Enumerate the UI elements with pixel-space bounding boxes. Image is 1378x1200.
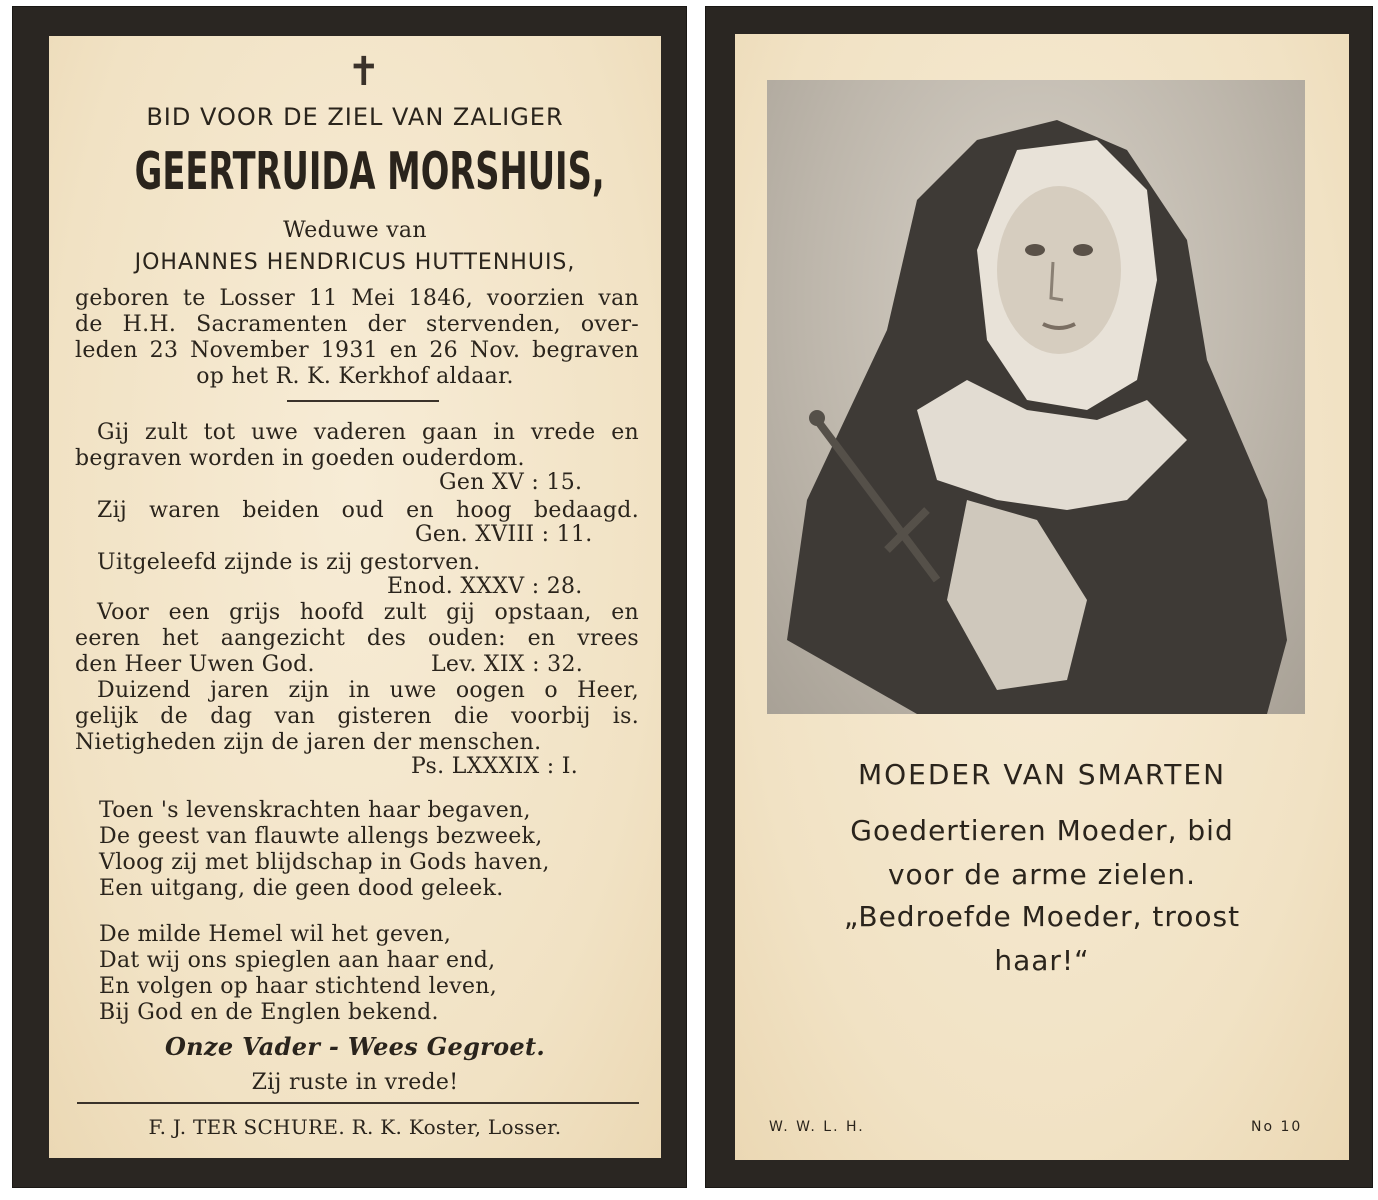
- bio-line: de H.H. Sacramenten der stervenden, over-: [75, 312, 639, 337]
- prayer-line: voor de arme zielen.: [887, 858, 1197, 891]
- verse-line: Nietigheden zijn de jaren der menschen.: [75, 730, 542, 755]
- verse-line: Uitgeleefd zijnde is zij gestorven.: [97, 550, 481, 575]
- bio-line: geboren te Losser 11 Mei 1846, voorzien van: [75, 286, 639, 311]
- verse-line: Gij zult tot uwe vaderen gaan in vrede en: [97, 420, 639, 445]
- verse-ref: Gen XV : 15.: [439, 470, 583, 495]
- header-text: BID VOOR DE ZIEL VAN ZALIGER: [146, 103, 564, 131]
- mater-dolorosa-image: [767, 80, 1305, 714]
- poem-line: Vloog zij met blijdschap in Gods haven,: [99, 850, 550, 875]
- husband-name: JOHANNES HENDRICUS HUTTENHUIS,: [134, 250, 576, 275]
- verse-line: gelijk de dag van gisteren die voorbij is.: [75, 704, 639, 729]
- poem-line: En volgen op haar stichtend leven,: [99, 974, 498, 999]
- verse-line: eeren het aangezicht des ouden: en vrees: [75, 626, 639, 651]
- verse-line: Voor een grijs hoofd zult gij opstaan, en: [97, 600, 639, 625]
- bio-line: op het R. K. Kerkhof aldaar.: [196, 364, 514, 389]
- verse-line: Zij waren beiden oud en hoog bedaagd.: [97, 498, 639, 523]
- verse-ref: Gen. XVIII : 11.: [415, 522, 593, 547]
- publisher-mark: W. W. L. H.: [769, 1119, 865, 1135]
- poem-line: Toen 's levenskrachten haar begaven,: [99, 798, 531, 823]
- prayer-line: „Bedroefde Moeder, troost: [843, 900, 1241, 933]
- cross-icon: ✝: [347, 49, 381, 95]
- prayer-text: Onze Vader - Wees Gegroet.: [164, 1032, 546, 1061]
- card-paper: [49, 36, 661, 1158]
- poem-line: Bij God en de Englen bekend.: [99, 1000, 439, 1025]
- memorial-card-left: [12, 6, 687, 1188]
- poem-line: Dat wij ons spieglen aan haar end,: [99, 948, 496, 973]
- widow-of-text: Weduwe van: [283, 218, 427, 243]
- poem-line: De milde Hemel wil het geven,: [99, 922, 452, 947]
- poem-line: De geest van flauwte allengs bezweek,: [99, 824, 543, 849]
- card-paper: [735, 34, 1349, 1160]
- prayer-line: Goedertieren Moeder, bid: [850, 814, 1234, 847]
- footer-divider: [77, 1102, 639, 1104]
- verse-ref: Enod. XXXV : 28.: [387, 574, 583, 599]
- verse-line: Duizend jaren zijn in uwe oogen o Heer,: [97, 678, 639, 703]
- divider: [287, 400, 439, 402]
- card-number: No 10: [1251, 1119, 1303, 1135]
- portrait-illustration: [767, 80, 1305, 714]
- bio-line: leden 23 November 1931 en 26 Nov. begraven: [75, 338, 639, 363]
- printer-text: F. J. TER SCHURE. R. K. Koster, Losser.: [148, 1115, 562, 1139]
- verse-ref: Ps. LXXXIX : I.: [411, 754, 579, 779]
- prayer-line: haar!“: [994, 944, 1090, 977]
- image-title: MOEDER VAN SMARTEN: [857, 758, 1227, 791]
- deceased-name: GEERTRUIDA MORSHUIS,: [134, 142, 605, 202]
- memorial-card-right: [705, 6, 1373, 1188]
- rest-in-peace-text: Zij ruste in vrede!: [251, 1070, 459, 1095]
- verse-ref: Lev. XIX : 32.: [431, 652, 584, 677]
- verse-line: begraven worden in goeden ouderdom.: [75, 446, 525, 471]
- poem-line: Een uitgang, die geen dood geleek.: [99, 876, 504, 901]
- verse-line: den Heer Uwen God.: [75, 652, 315, 677]
